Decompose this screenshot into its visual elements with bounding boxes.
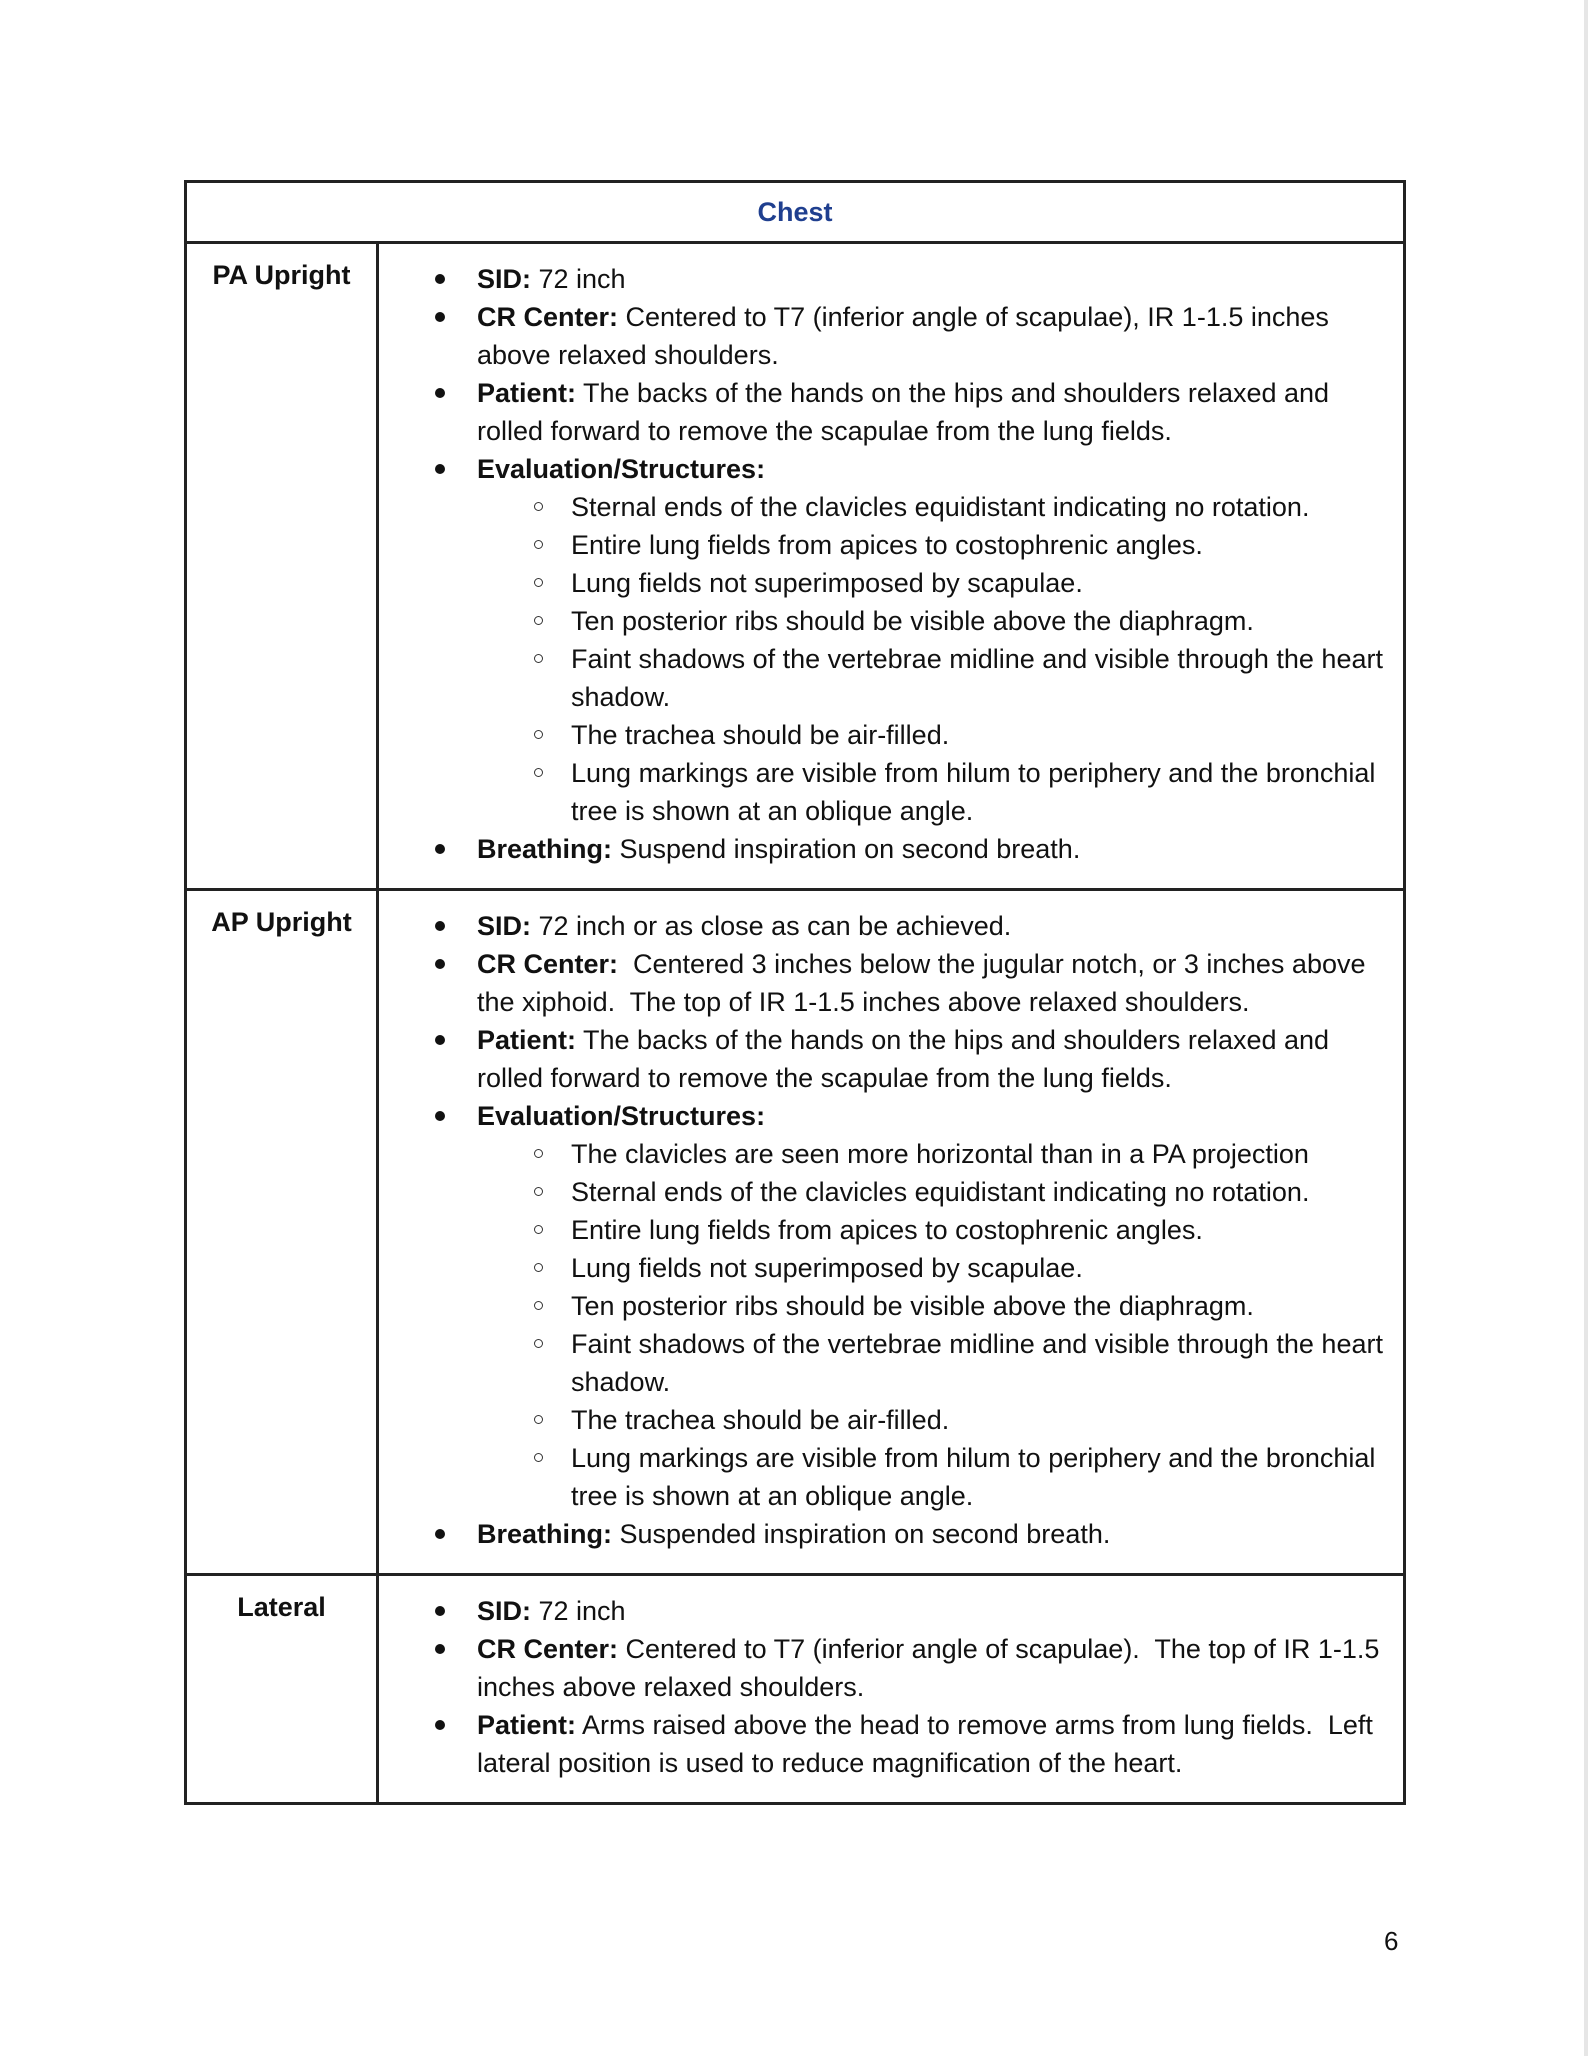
sub-bullet-list bbox=[477, 1135, 1389, 1515]
item-text: Suspended inspiration on second breath. bbox=[612, 1519, 1111, 1549]
sub-list-item: Sternal ends of the clavicles equidistant indicating no rotation. bbox=[477, 488, 1389, 526]
sub-list-item: The clavicles are seen more horizontal than in a PA projection bbox=[477, 1135, 1389, 1173]
sub-list-item: Faint shadows of the vertebrae midline and visible through the heart shadow. bbox=[477, 1325, 1389, 1401]
page-edge bbox=[1584, 0, 1588, 2056]
item-text: Centered to T7 (inferior angle of scapulae). The top of IR 1-1.5 inches above relaxed shoulders. bbox=[477, 1634, 1387, 1702]
item-key: Patient: bbox=[477, 1710, 577, 1740]
item-key: Evaluation/Structures: bbox=[477, 454, 766, 484]
bullet-list bbox=[379, 1592, 1389, 1782]
item-key: Patient: bbox=[477, 378, 577, 408]
sub-list-item: Entire lung fields from apices to costophrenic angles. bbox=[477, 526, 1389, 564]
table-row bbox=[186, 1575, 1405, 1804]
sub-list-item: Lung markings are visible from hilum to periphery and the bronchial tree is shown at an oblique angle. bbox=[477, 754, 1389, 830]
item-key: CR Center: bbox=[477, 1634, 619, 1664]
sub-list-item: The trachea should be air-filled. bbox=[477, 716, 1389, 754]
sub-list-item: Ten posterior ribs should be visible above the diaphragm. bbox=[477, 602, 1389, 640]
list-item bbox=[379, 1706, 1389, 1782]
row-content bbox=[378, 890, 1405, 1575]
bullet-list bbox=[379, 260, 1389, 868]
sub-list-item: Lung fields not superimposed by scapulae. bbox=[477, 564, 1389, 602]
sub-list-item: Entire lung fields from apices to costophrenic angles. bbox=[477, 1211, 1389, 1249]
item-text: Centered to T7 (inferior angle of scapulae), IR 1-1.5 inches above relaxed shoulders. bbox=[477, 302, 1337, 370]
item-text: 72 inch or as close as can be achieved. bbox=[531, 911, 1012, 941]
item-key: Evaluation/Structures: bbox=[477, 1101, 766, 1131]
table-row bbox=[186, 243, 1405, 890]
bullet-list bbox=[379, 907, 1389, 1553]
chest-positioning-table bbox=[184, 180, 1406, 1805]
list-item bbox=[379, 945, 1389, 1021]
item-key: CR Center: bbox=[477, 949, 619, 979]
list-item bbox=[379, 450, 1389, 830]
sub-list-item: Sternal ends of the clavicles equidistant indicating no rotation. bbox=[477, 1173, 1389, 1211]
sub-list-item: Ten posterior ribs should be visible above the diaphragm. bbox=[477, 1287, 1389, 1325]
list-item bbox=[379, 374, 1389, 450]
list-item bbox=[379, 1592, 1389, 1630]
table-row bbox=[186, 890, 1405, 1575]
item-text: Arms raised above the head to remove arms from lung fields. Left lateral position is used to reduce magnification of the heart. bbox=[477, 1710, 1381, 1778]
item-key: CR Center: bbox=[477, 302, 619, 332]
item-text: 72 inch bbox=[531, 1596, 626, 1626]
list-item bbox=[379, 1515, 1389, 1553]
item-key: Breathing: bbox=[477, 834, 612, 864]
item-text: 72 inch bbox=[531, 264, 626, 294]
row-label: AP Upright bbox=[186, 890, 378, 1575]
item-key: Breathing: bbox=[477, 1519, 612, 1549]
item-text: The backs of the hands on the hips and shoulders relaxed and rolled forward to remove the scapulae from the lung fields. bbox=[477, 378, 1337, 446]
list-item bbox=[379, 260, 1389, 298]
table-header-row bbox=[186, 182, 1405, 243]
row-label: PA Upright bbox=[186, 243, 378, 890]
list-item bbox=[379, 1630, 1389, 1706]
sub-bullet-list bbox=[477, 488, 1389, 830]
item-text: Centered 3 inches below the jugular notch, or 3 inches above the xiphoid. The top of IR 1-1.5 inches above relaxed shoulders. bbox=[477, 949, 1374, 1017]
sub-list-item: The trachea should be air-filled. bbox=[477, 1401, 1389, 1439]
page-number: 6 bbox=[1384, 1926, 1399, 1956]
item-text: Suspend inspiration on second breath. bbox=[612, 834, 1081, 864]
row-content bbox=[378, 243, 1405, 890]
item-key: Patient: bbox=[477, 1025, 577, 1055]
item-text: The backs of the hands on the hips and shoulders relaxed and rolled forward to remove the scapulae from the lung fields. bbox=[477, 1025, 1337, 1093]
item-key: SID: bbox=[477, 264, 531, 294]
list-item bbox=[379, 1021, 1389, 1097]
table-body bbox=[186, 243, 1405, 1804]
list-item bbox=[379, 298, 1389, 374]
sub-list-item: Lung markings are visible from hilum to periphery and the bronchial tree is shown at an oblique angle. bbox=[477, 1439, 1389, 1515]
table-title: Chest bbox=[186, 182, 1405, 243]
list-item bbox=[379, 1097, 1389, 1515]
list-item bbox=[379, 907, 1389, 945]
item-key: SID: bbox=[477, 1596, 531, 1626]
item-key: SID: bbox=[477, 911, 531, 941]
row-content bbox=[378, 1575, 1405, 1804]
sub-list-item: Lung fields not superimposed by scapulae. bbox=[477, 1249, 1389, 1287]
list-item bbox=[379, 830, 1389, 868]
sub-list-item: Faint shadows of the vertebrae midline and visible through the heart shadow. bbox=[477, 640, 1389, 716]
row-label: Lateral bbox=[186, 1575, 378, 1804]
